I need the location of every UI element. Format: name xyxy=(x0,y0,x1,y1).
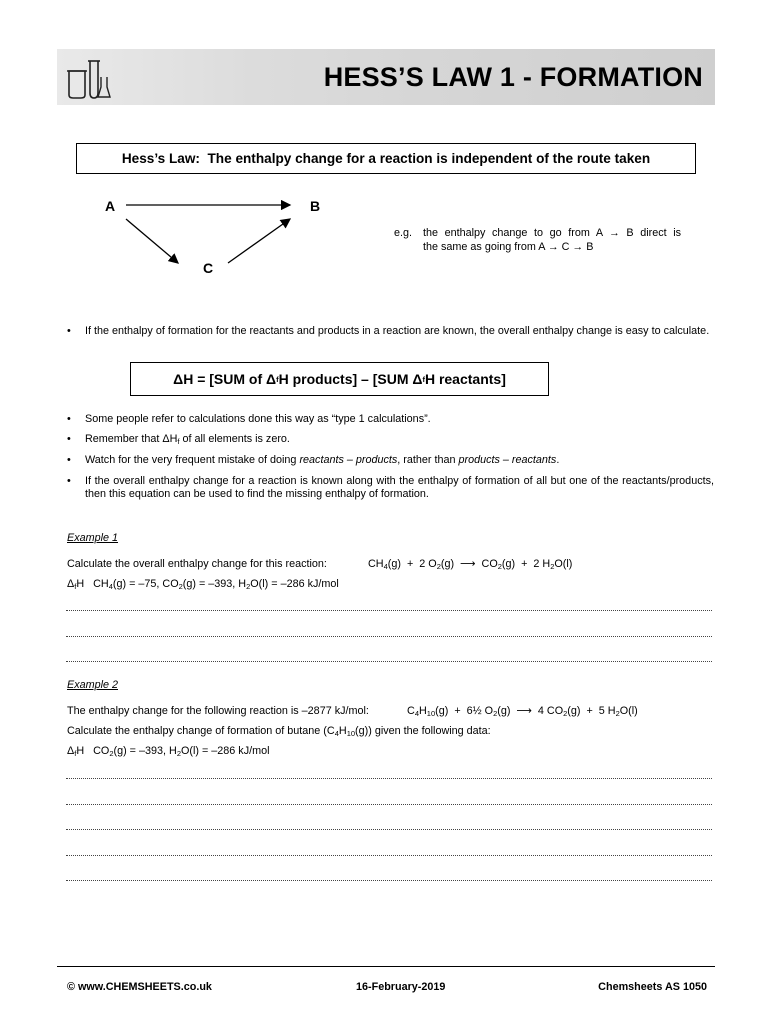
equation-box xyxy=(130,362,549,396)
answer-line[interactable] xyxy=(66,661,712,662)
bullet-item: • If the overall enthalpy change for a reaction is known along with the enthalpy of formation of all but one of the reactants/products, then this equation can be used to find the missing enthalpy of formation. xyxy=(67,475,714,500)
example-note-prefix: e.g. xyxy=(394,227,413,239)
answer-line[interactable] xyxy=(66,829,712,830)
arrow-c-to-b xyxy=(228,219,290,263)
answer-line[interactable] xyxy=(66,610,712,611)
node-b: B xyxy=(310,198,321,214)
footer-website: © www.CHEMSHEETS.co.uk xyxy=(67,981,212,993)
bullet-emphasis: products – reactants xyxy=(458,454,557,466)
footer-divider xyxy=(57,966,715,967)
bullet-text: If the overall enthalpy change for a reaction is known along with the enthalpy of formation of all but one of the reactants/products, then this equation can be used to find the missing enthalpy of formation. xyxy=(85,475,714,500)
answer-line[interactable] xyxy=(66,636,712,637)
node-c: C xyxy=(203,260,214,276)
answer-line[interactable] xyxy=(66,804,712,805)
law-statement-box xyxy=(76,143,696,174)
example2-reaction: $C_4H_{10}(g)$ + 6½ $O_2(g)$ ⟶ 4 $CO_2(g) + 5$ $H_2O(l)$ xyxy=(407,705,638,718)
bullet-text: of all elements is zero. xyxy=(179,433,290,445)
bullet-item: • Some people refer to calculations done this way as “type 1 calculations”. xyxy=(67,413,714,426)
bullet-text: Remember that ΔH xyxy=(85,433,178,445)
example1-question: Calculate the overall enthalpy change for this reaction: xyxy=(67,558,327,570)
example2-question: Calculate the enthalpy change of formation of butane $(C_4H_{10}(g))$ given the following data: xyxy=(67,725,491,738)
bullet-text: . xyxy=(556,454,560,466)
law-statement: The enthalpy change for a reaction is independent of the route taken xyxy=(207,151,651,166)
equation-sub: f xyxy=(422,374,425,384)
bullet-sub: f xyxy=(177,437,180,446)
bullet-item: • Watch for the very frequent mistake of doing reactants – products, rather than products – reactants. xyxy=(67,454,560,466)
example2-intro: The enthalpy change for the following reaction is –2877 kJ/mol: xyxy=(67,705,369,717)
answer-line[interactable] xyxy=(66,880,712,881)
equation-part: ΔH = [SUM of Δ xyxy=(173,371,277,387)
bullet-item: • If the enthalpy of formation for the reactants and products in a reaction are known, the overall enthalpy change is easy to calculate. xyxy=(67,325,714,338)
example1-title: Example 1 xyxy=(67,532,119,544)
footer-date: 16-February-2019 xyxy=(356,981,446,993)
example-note-line1: the enthalpy change to go from A → B direct is xyxy=(423,227,681,239)
bullet-text: Some people refer to calculations done this way as “type 1 calculations”. xyxy=(85,413,431,425)
equation-part: H reactants] xyxy=(424,371,506,387)
example1-reaction: $CH_4(g) + 2$ $O_2(g)$ ⟶ $CO_2(g) + 2$ $H_2O(l)$ xyxy=(368,558,573,571)
bullet-text: If the enthalpy of formation for the reactants and products in a reaction are known, the overall enthalpy change is easy to calculate. xyxy=(85,325,710,337)
example2-title: Example 2 xyxy=(67,679,119,691)
example2-data: $\Delta_fH$ $CO_2(g) = -393$, $H_2O(l) = -286$ kJ/mol xyxy=(67,745,270,758)
header-banner xyxy=(57,49,715,105)
node-a: A xyxy=(105,198,116,214)
lab-glassware-icon xyxy=(65,57,111,101)
bullet-text: , rather than xyxy=(397,454,459,466)
bullet-text: Watch for the very frequent mistake of doing xyxy=(85,454,300,466)
law-label: Hess’s Law: xyxy=(121,151,200,166)
page-title: HESS’S LAW 1 - FORMATION xyxy=(323,62,703,92)
equation-sub: f xyxy=(276,374,279,384)
answer-line[interactable] xyxy=(66,855,712,856)
bullet-item: • Remember that $\Delta H_f$ of all elements is zero. xyxy=(67,433,290,446)
bullet-emphasis: reactants – products xyxy=(299,454,398,466)
example1-data: $\Delta_fH$ $CH_4(g) = -75$, $CO_2(g) = -393$, $H_2O(l) = -286$ kJ/mol xyxy=(67,578,339,591)
answer-line[interactable] xyxy=(66,778,712,779)
example-note-line2: the same as going from A → C → B xyxy=(423,241,594,253)
equation-part: H products] – [SUM Δ xyxy=(278,371,423,387)
arrow-a-to-c xyxy=(126,219,178,263)
footer-sheet-id: Chemsheets AS 1050 xyxy=(598,981,707,993)
route-arrows-diagram xyxy=(120,195,300,270)
